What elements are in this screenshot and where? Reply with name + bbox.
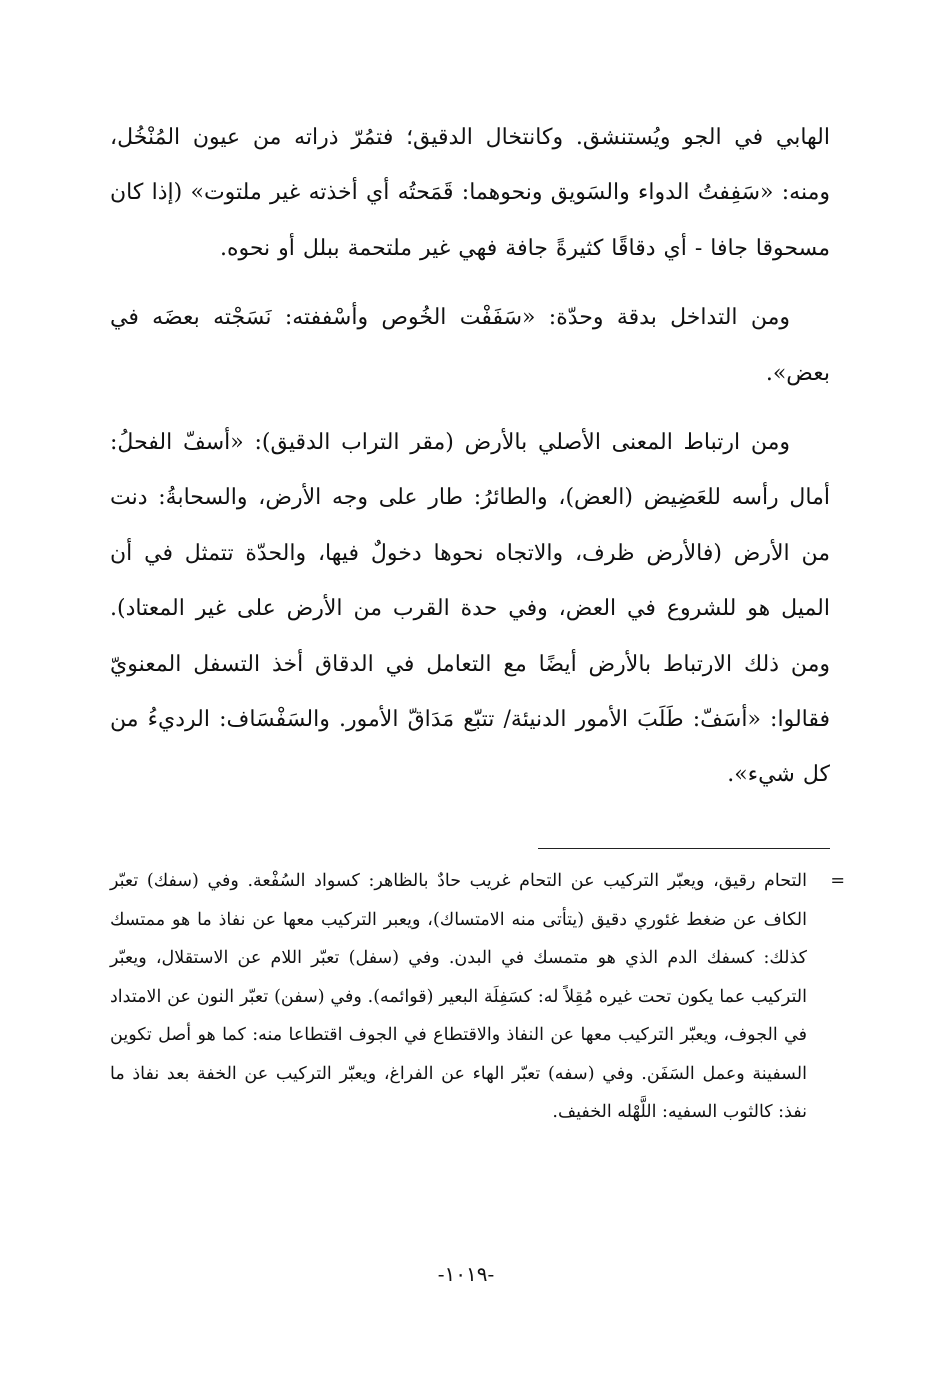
body-paragraph-2: ومن التداخل بدقة وحدّة: «سَفَفْت الخُوص وأسْففته: نَسَجْته بعضَه في بعض». <box>110 305 830 386</box>
footnote-text: التحام رقيق، ويعبّر التركيب عن التحام غريب حادٌ بالظاهر: كسواد السُفْعة. وفي (سفك) تعبّر الكاف عن ضغط غئوري دقيق (يتأتى منه الامتساك)، ويعبر التركيب معها عن نفاذ ما هو ممتسك كذلك: كسفك الدم الذي هو متمسك في البدن. وفي (سفل) تعبّر اللام عن الاستقلال، ويعبّر التركيب عما يكون تحت غيره مُقِلاً له: كسَفِلَة البعير (قوائمه). وفي (سفن) تعبّر النون عن الامتداد في الجوف، ويعبّر التركيب معها عن النفاذ والاقتطاع في الجوف اقتطاعا منه: كما هو أصل تكوين السفينة وعمل السَفَن. وفي (سفه) تعبّر الهاء عن الفراغ، ويعبّر التركيب عن الخفة بعد نفاذ ما نفذ: كالثوب السفيه: اللَّهْله الخفيف. <box>110 871 807 1122</box>
body-paragraph-1: الهابي في الجو ويُستنشق. وكانتخال الدقيق؛ فتمُرّ ذراته من عيون المُنْخُل، ومنه: «سَفِفتُ الدواء والسَويق ونحوهما: قَمَحتُه أي أخذته غير ملتوت» (إذا كان مسحوقا جافا - أي دقاقًا كثيرةً جافة فهي غير ملتحمة ببلل أو نحوه. <box>110 125 830 261</box>
footnote-section <box>110 862 845 1132</box>
main-text <box>110 110 830 803</box>
footnote-separator <box>538 848 830 849</box>
footnote-continuation-mark: = <box>830 871 845 891</box>
body-paragraph-3: ومن ارتباط المعنى الأصلي بالأرض (مقر التراب الدقيق): «أسفّ الفحلُ: أمال رأسه للعَضِيض (العض)، والطائرُ: طار على وجه الأرض، والسحابةُ: دنت من الأرض (فالأرض ظرف، والاتجاه نحوها دخولٌ فيها، والحدّة تتمثل في أن الميل هو للشروع في العض، وفي حدة القرب من الأرض على غير المعتاد). ومن ذلك الارتباط بالأرض أيضًا مع التعامل في الدقاق أخذ التسفل المعنويّ فقالوا: «أسَفّ: طَلَبَ الأمور الدنيئة/ تتبّع مَدَاقّ الأمور. والسَفْسَاف: الرديءُ من كل شيء». <box>110 430 830 788</box>
page-number: -١٠١٩- <box>437 1262 495 1286</box>
